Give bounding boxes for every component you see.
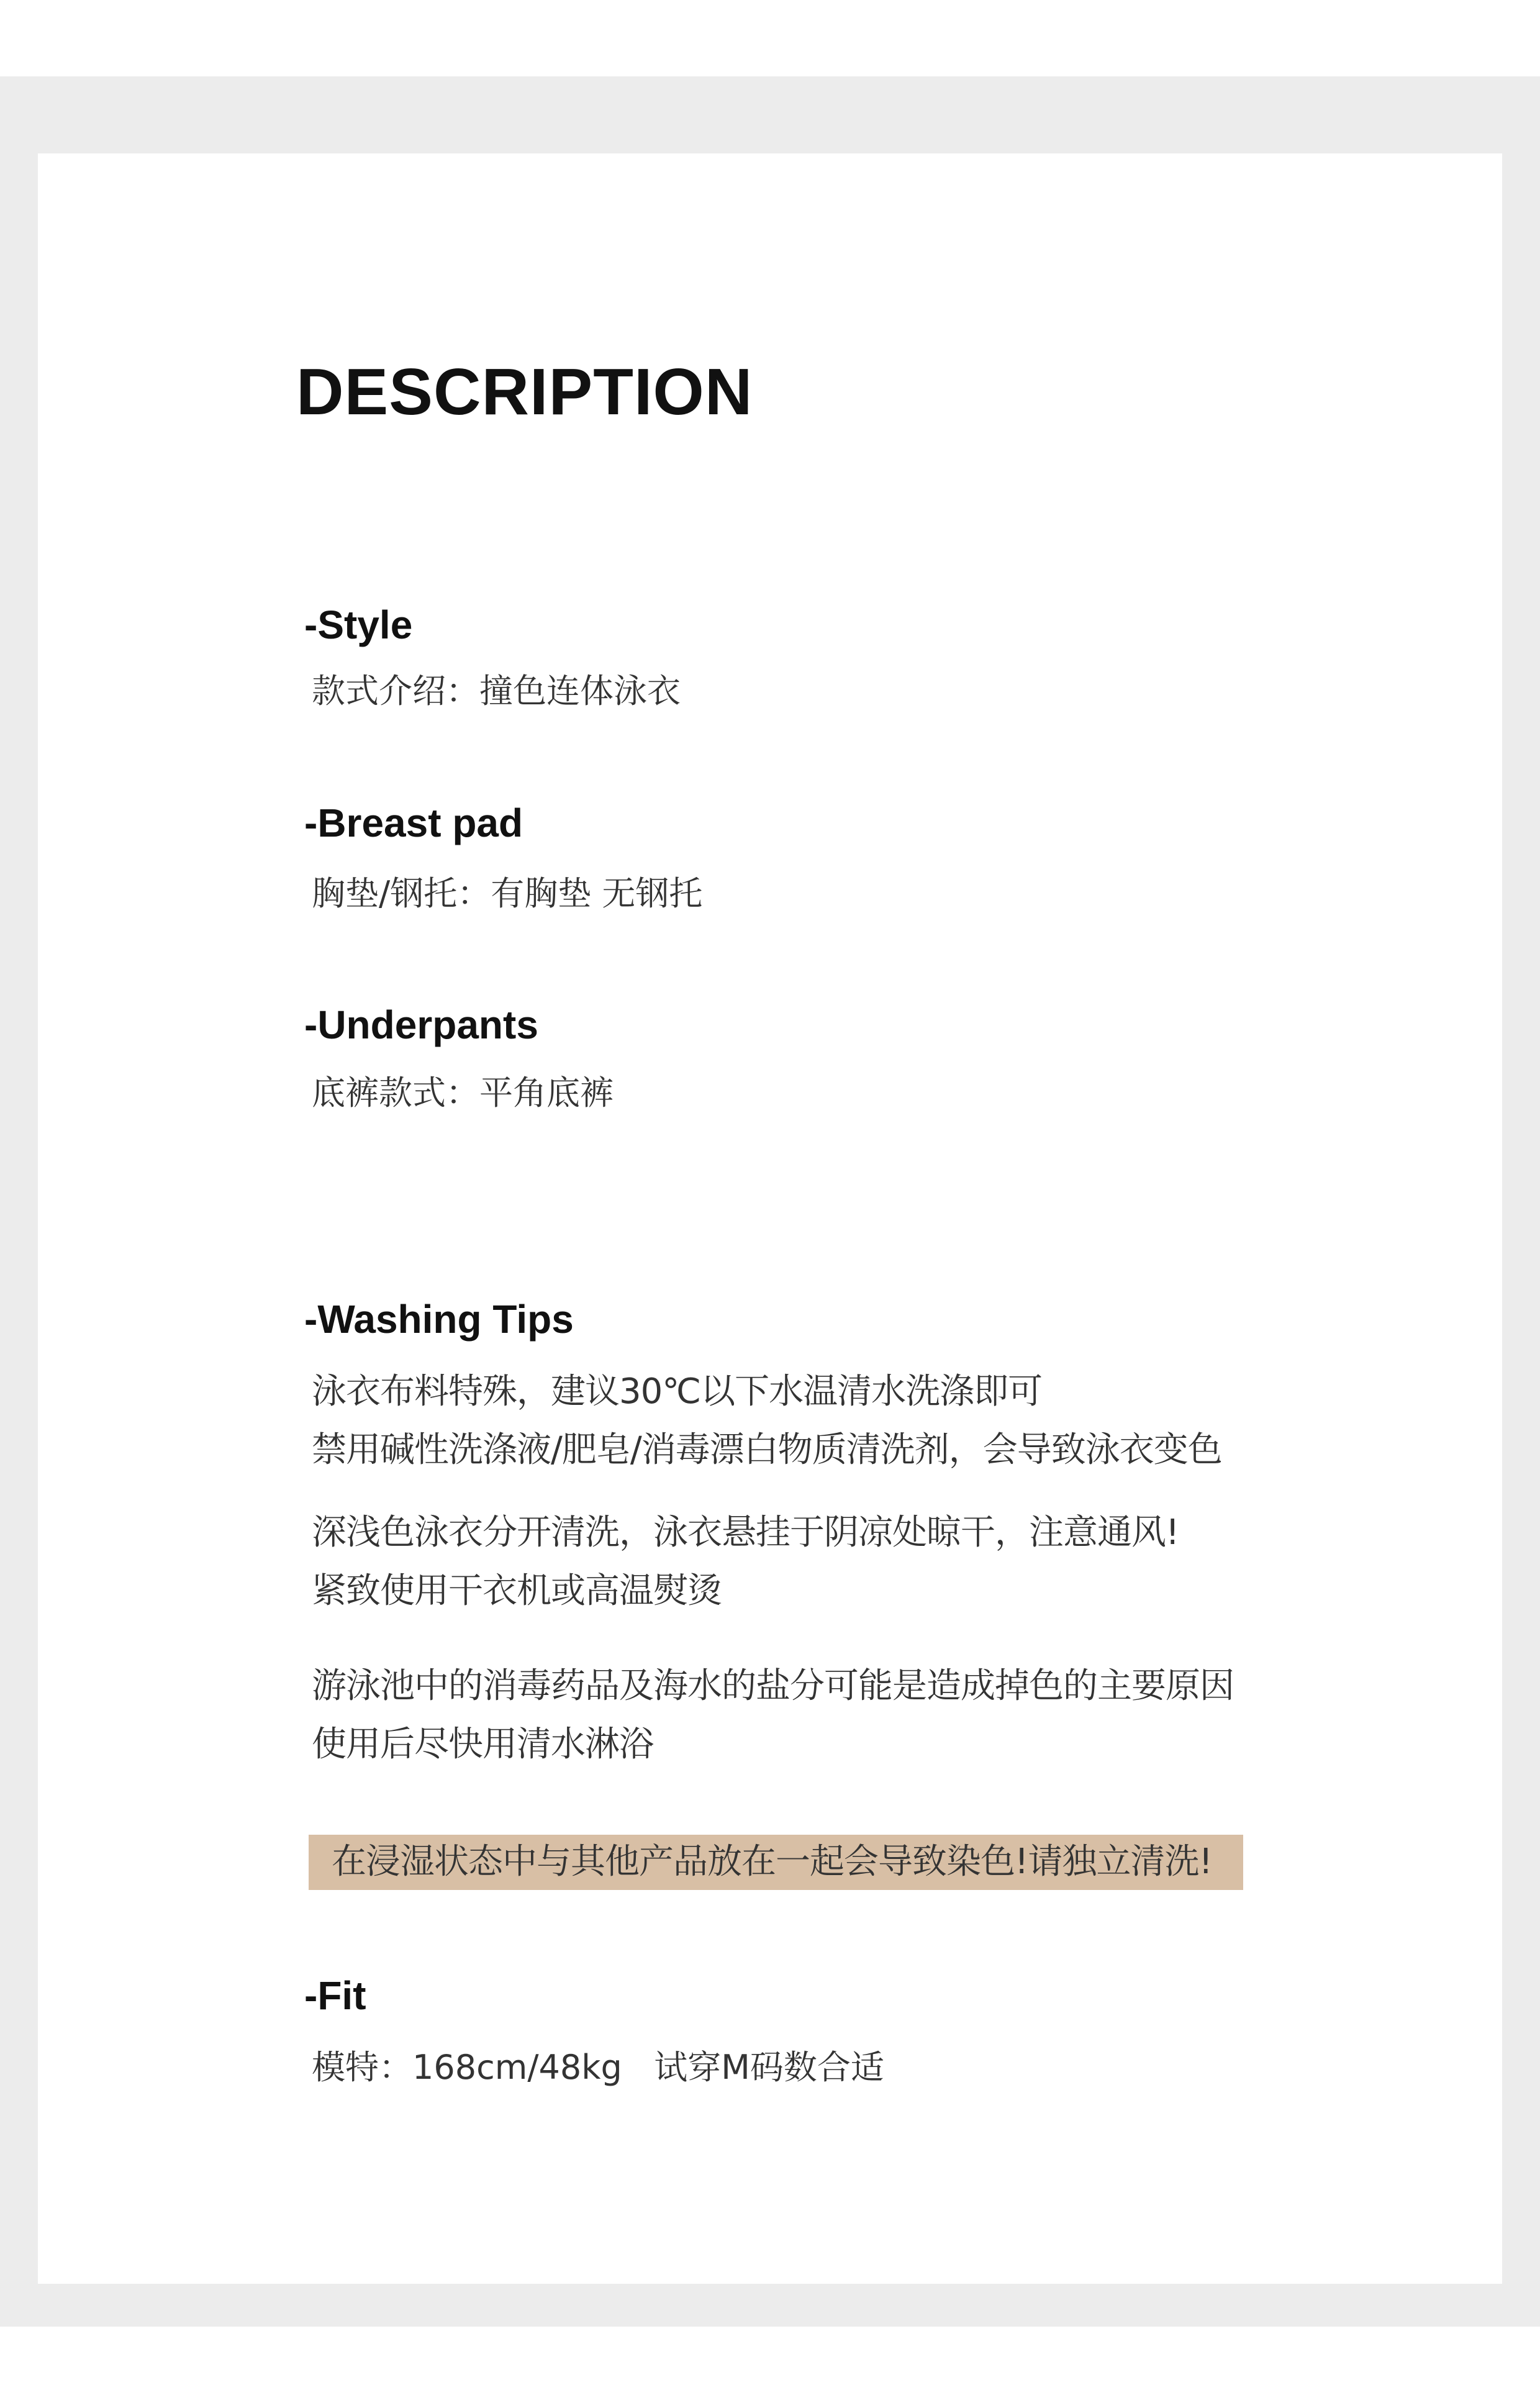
breast-pad-text: 胸垫/钢托：有胸垫 无钢托 xyxy=(312,874,703,913)
style-text: 款式介绍：撞色连体泳衣 xyxy=(312,671,681,711)
style-heading: -Style xyxy=(304,602,413,647)
underpants-text: 底裤款式：平角底裤 xyxy=(312,1073,614,1112)
fit-heading: -Fit xyxy=(304,1973,366,2018)
washing-tip-line: 游泳池中的消毒药品及海水的盐分可能是造成掉色的主要原因 xyxy=(312,1666,1234,1706)
washing-tip-line: 泳衣布料特殊，建议30℃以下水温清水洗涤即可 xyxy=(312,1371,1043,1412)
washing-tip-line: 深浅色泳衣分开清洗，泳衣悬挂于阴凉处晾干，注意通风! xyxy=(312,1512,1179,1553)
page-title: DESCRIPTION xyxy=(296,355,753,429)
breast-pad-heading: -Breast pad xyxy=(304,801,523,845)
description-card xyxy=(38,153,1502,2284)
fit-text: 模特：168cm/48kg 试穿M码数合适 xyxy=(312,2048,884,2087)
washing-tips-heading: -Washing Tips xyxy=(304,1297,574,1342)
washing-tip-line: 紧致使用干衣机或高温熨烫 xyxy=(312,1571,722,1611)
washing-tip-line: 使用后尽快用清水淋浴 xyxy=(312,1724,653,1765)
washing-tip-line: 禁用碱性洗涤液/肥皂/消毒漂白物质清洗剂，会导致泳衣变色 xyxy=(312,1430,1222,1470)
underpants-heading: -Underpants xyxy=(304,1002,538,1047)
dye-warning-banner xyxy=(309,1835,1243,1890)
dye-warning-text: 在浸湿状态中与其他产品放在一起会导致染色!请独立清洗! xyxy=(332,1842,1212,1882)
